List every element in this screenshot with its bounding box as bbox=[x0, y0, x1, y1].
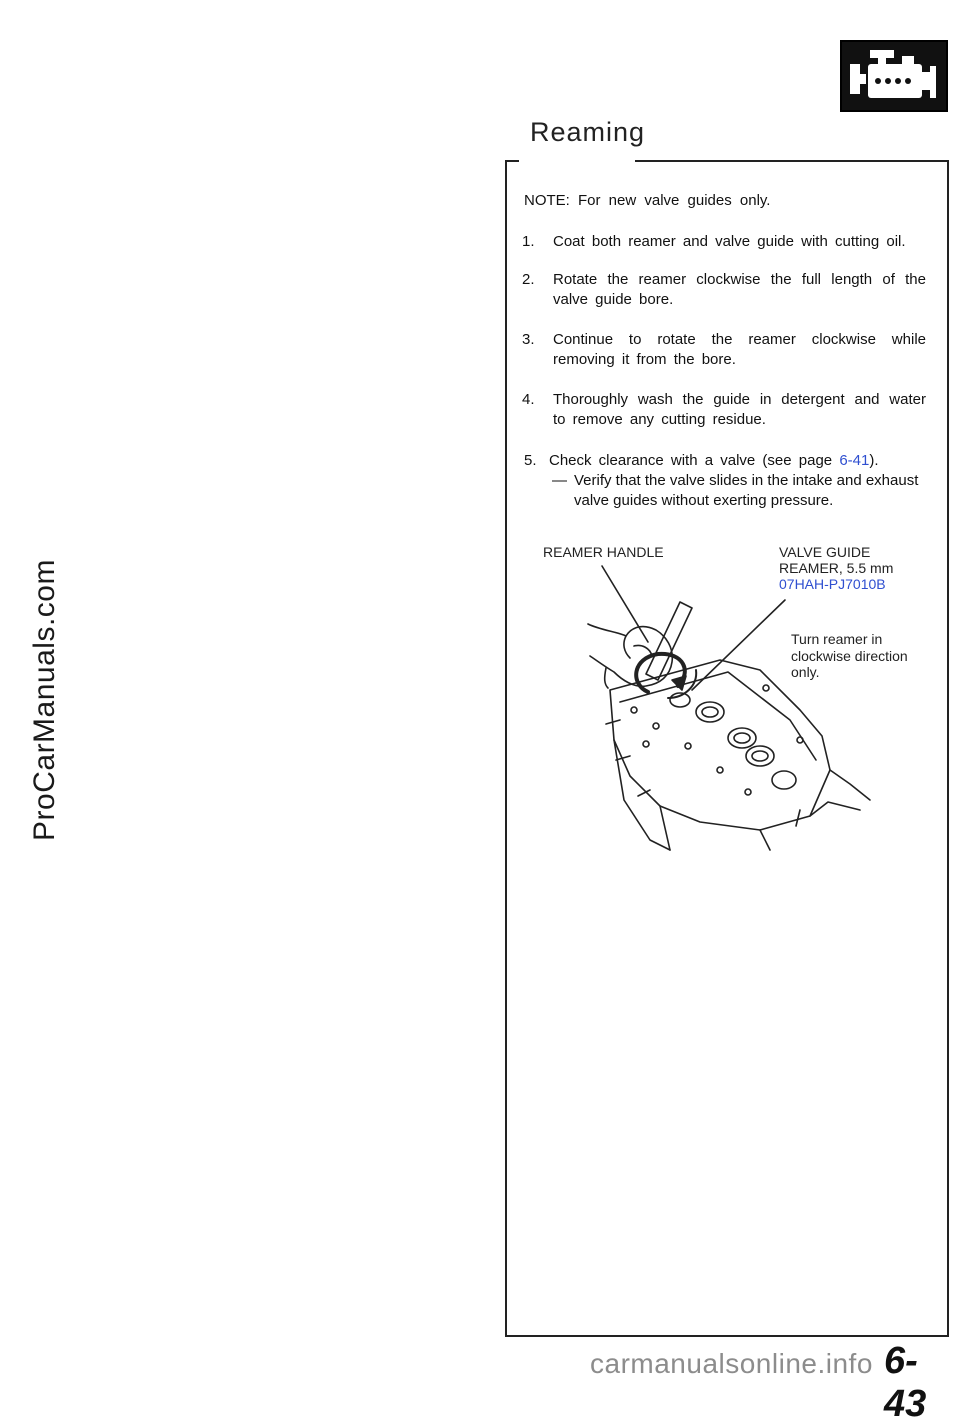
step-5 bbox=[524, 451, 928, 471]
step-number: 3. bbox=[522, 331, 535, 348]
step-4 bbox=[522, 390, 926, 430]
label-reamer-handle: REAMER HANDLE bbox=[543, 544, 664, 560]
step-text: Thoroughly wash the guide in detergent and water to remove any cutting residue. bbox=[553, 391, 926, 428]
page-number: 6-43 bbox=[884, 1340, 927, 1425]
engine-icon-graphic bbox=[842, 42, 946, 110]
label-turn-line1: Turn reamer in bbox=[791, 631, 883, 647]
sub-note-dash: — bbox=[552, 472, 567, 489]
step-3 bbox=[522, 330, 926, 370]
step-number: 4. bbox=[522, 391, 535, 408]
step-text bbox=[524, 451, 928, 471]
label-turn-line3: only. bbox=[791, 664, 820, 680]
step-text-after: ). bbox=[869, 452, 879, 469]
footer-watermark: carmanualsonline.info bbox=[590, 1348, 873, 1379]
step-text-before: Check clearance with a valve (see page bbox=[549, 452, 840, 469]
note-text: NOTE: For new valve guides only. bbox=[524, 192, 771, 209]
label-tool-line1: VALVE GUIDE bbox=[779, 544, 871, 560]
step-1 bbox=[522, 232, 926, 252]
label-turn-line2: clockwise direction bbox=[791, 648, 908, 664]
page-link[interactable]: 6-41 bbox=[839, 452, 870, 469]
label-tool-line2: REAMER, 5.5 mm bbox=[779, 560, 894, 576]
sub-note bbox=[552, 471, 930, 511]
leader-line-tool bbox=[692, 600, 785, 690]
step-text: Continue to rotate the reamer clockwise while removing it from the bore. bbox=[553, 331, 926, 368]
step-number: 2. bbox=[522, 271, 535, 288]
engine-icon bbox=[840, 40, 948, 112]
sub-note-text: Verify that the valve slides in the intake and exhaust valve guides without exerting pressure. bbox=[574, 472, 919, 509]
step-text: Coat both reamer and valve guide with cutting oil. bbox=[553, 233, 906, 250]
step-number: 5. bbox=[524, 452, 537, 469]
side-watermark-text: ProCarManuals.com bbox=[28, 559, 61, 841]
frame-top-left-rule bbox=[505, 160, 519, 162]
section-title: Reaming bbox=[530, 117, 646, 147]
step-2 bbox=[522, 270, 926, 310]
step-number: 1. bbox=[522, 233, 535, 250]
cylinder-head-illustration bbox=[560, 560, 883, 860]
frame-top-right-rule bbox=[635, 160, 947, 162]
step-text: Rotate the reamer clockwise the full length of the valve guide bore. bbox=[553, 271, 926, 308]
label-tool-part[interactable]: 07HAH-PJ7010B bbox=[779, 576, 886, 592]
